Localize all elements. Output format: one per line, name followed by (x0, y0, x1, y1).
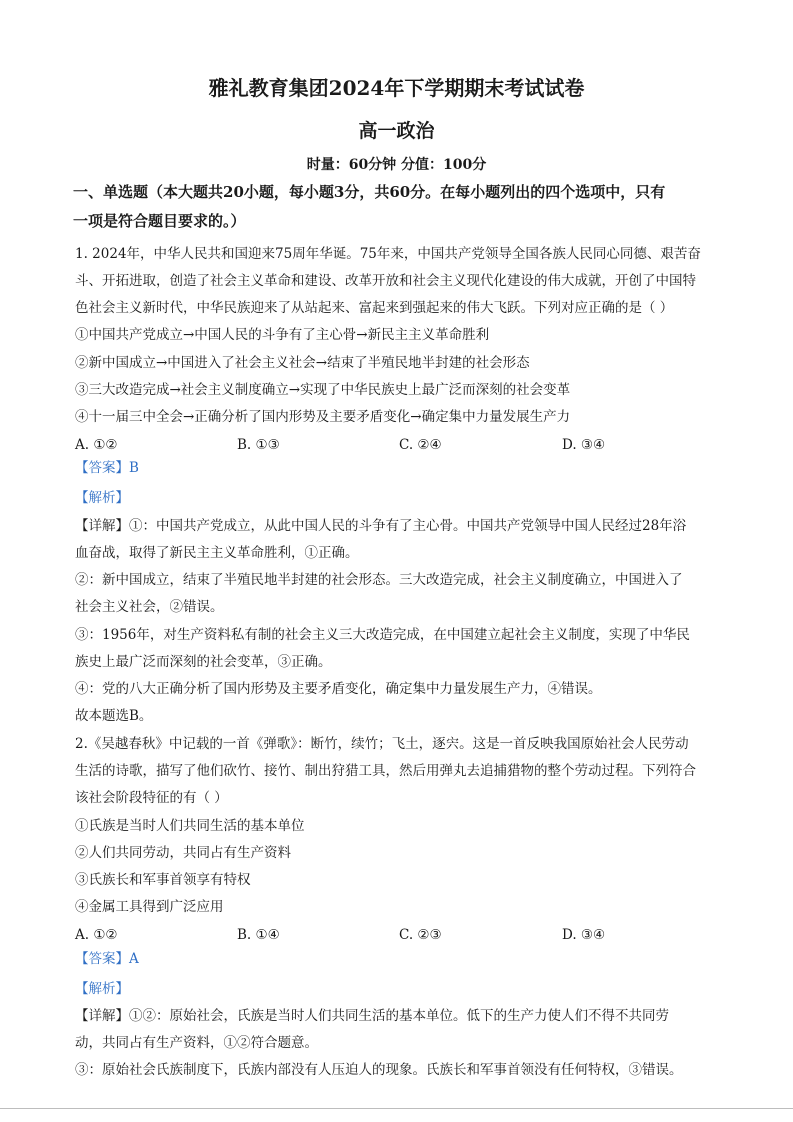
exam-title: 雅礼教育集团2024年下学期期末考试试卷 (208, 76, 585, 100)
q1-detail-line: 族史上最广泛而深刻的社会变革，③正确。 (75, 654, 332, 670)
q1-analysis-label: 【解析】 (75, 490, 129, 506)
q2-item: ①氏族是当时人们共同生活的基本单位 (75, 818, 305, 834)
q1-item: ④十一届三中全会→正确分析了国内形势及主要矛盾变化→确定集中力量发展生产力 (75, 409, 571, 425)
q1-item: ③三大改造完成→社会主义制度确立→实现了中华民族史上最广泛而深刻的社会变革 (75, 382, 571, 398)
q1-item: ②新中国成立→中国进入了社会主义社会→结束了半殖民地半封建的社会形态 (75, 355, 530, 371)
q1-detail-line: ③：1956年，对生产资料私有制的社会主义三大改造完成，在中国建立起社会主义制度，实现了中华民 (75, 627, 690, 643)
section-heading-line1: 一、单选题（本大题共20小题，每小题3分，共60分。在每小题列出的四个选项中，只有 (73, 183, 666, 201)
q2-detail-line: 【详解】①②：原始社会，氏族是当时人们共同生活的基本单位。低下的生产力使人们不得不共同劳 (75, 1008, 669, 1024)
q2-option-b: B. ①④ (237, 927, 280, 943)
q1-answer: 【答案】B (75, 460, 139, 476)
q1-detail-line: ②：新中国成立，结束了半殖民地半封建的社会形态。三大改造完成，社会主义制度确立，中国进入了 (75, 572, 683, 588)
q2-detail-line: 动，共同占有生产资料，①②符合题意。 (75, 1035, 318, 1051)
q2-option-c: C. ②③ (399, 927, 442, 943)
q2-stem-line: 2.《吴越春秋》中记载的一首《弹歌》：断竹，续竹；飞土，逐宍。这是一首反映我国原始社会人民劳动 (75, 736, 689, 752)
exam-subject: 高一政治 (358, 120, 435, 142)
q1-item: ①中国共产党成立→中国人民的斗争有了主心骨→新民主主义革命胜利 (75, 327, 490, 343)
q1-option-b: B. ①③ (237, 437, 280, 453)
q1-detail-line: 社会主义社会，②错误。 (75, 599, 224, 615)
q1-option-a: A. ①② (75, 437, 118, 453)
section-heading-line2: 一项是符合题目要求的。） (73, 212, 246, 230)
q1-conclusion: 故本题选B。 (75, 708, 153, 724)
q1-stem-line: 色社会主义新时代，中华民族迎来了从站起来、富起来到强起来的伟大飞跃。下列对应正确的是（ ） (75, 300, 674, 316)
q2-stem-line: 生活的诗歌，描写了他们砍竹、接竹、制出狩猎工具，然后用弹丸去追捕猎物的整个劳动过程。下列符合 (75, 763, 696, 779)
exam-info: 时量：60分钟 分值：100分 (306, 157, 487, 173)
q2-answer: 【答案】A (75, 951, 139, 967)
q2-item: ③氏族长和军事首领享有特权 (75, 872, 251, 888)
q1-stem-line: 1. 2024年，中华人民共和国迎来75周年华诞。75年来，中国共产党领导全国各族人民同心同德、艰苦奋 (75, 246, 701, 262)
q1-option-c: C. ②④ (399, 437, 442, 453)
q1-option-d: D. ③④ (562, 437, 606, 453)
q2-item: ④金属工具得到广泛应用 (75, 899, 224, 915)
q2-detail-line: ③：原始社会氏族制度下，氏族内部没有人压迫人的现象。氏族长和军事首领没有任何特权，③错误。 (75, 1062, 683, 1078)
q2-option-a: A. ①② (75, 927, 118, 943)
q2-item: ②人们共同劳动，共同占有生产资料 (75, 845, 291, 861)
q1-detail-line: ④：党的八大正确分析了国内形势及主要矛盾变化，确定集中力量发展生产力，④错误。 (75, 681, 602, 697)
q1-stem-line: 斗、开拓进取，创造了社会主义革命和建设、改革开放和社会主义现代化建设的伟大成就，开创了中国特 (75, 273, 696, 289)
q2-analysis-label: 【解析】 (75, 981, 129, 997)
q2-stem-line: 该社会阶段特征的有（ ） (75, 790, 228, 806)
q2-option-d: D. ③④ (562, 927, 606, 943)
q1-detail-line: 【详解】①：中国共产党成立，从此中国人民的斗争有了主心骨。中国共产党领导中国人民经过28年浴 (75, 518, 687, 534)
page-bottom-divider (0, 1108, 793, 1109)
q1-detail-line: 血奋战，取得了新民主主义革命胜利，①正确。 (75, 545, 359, 561)
